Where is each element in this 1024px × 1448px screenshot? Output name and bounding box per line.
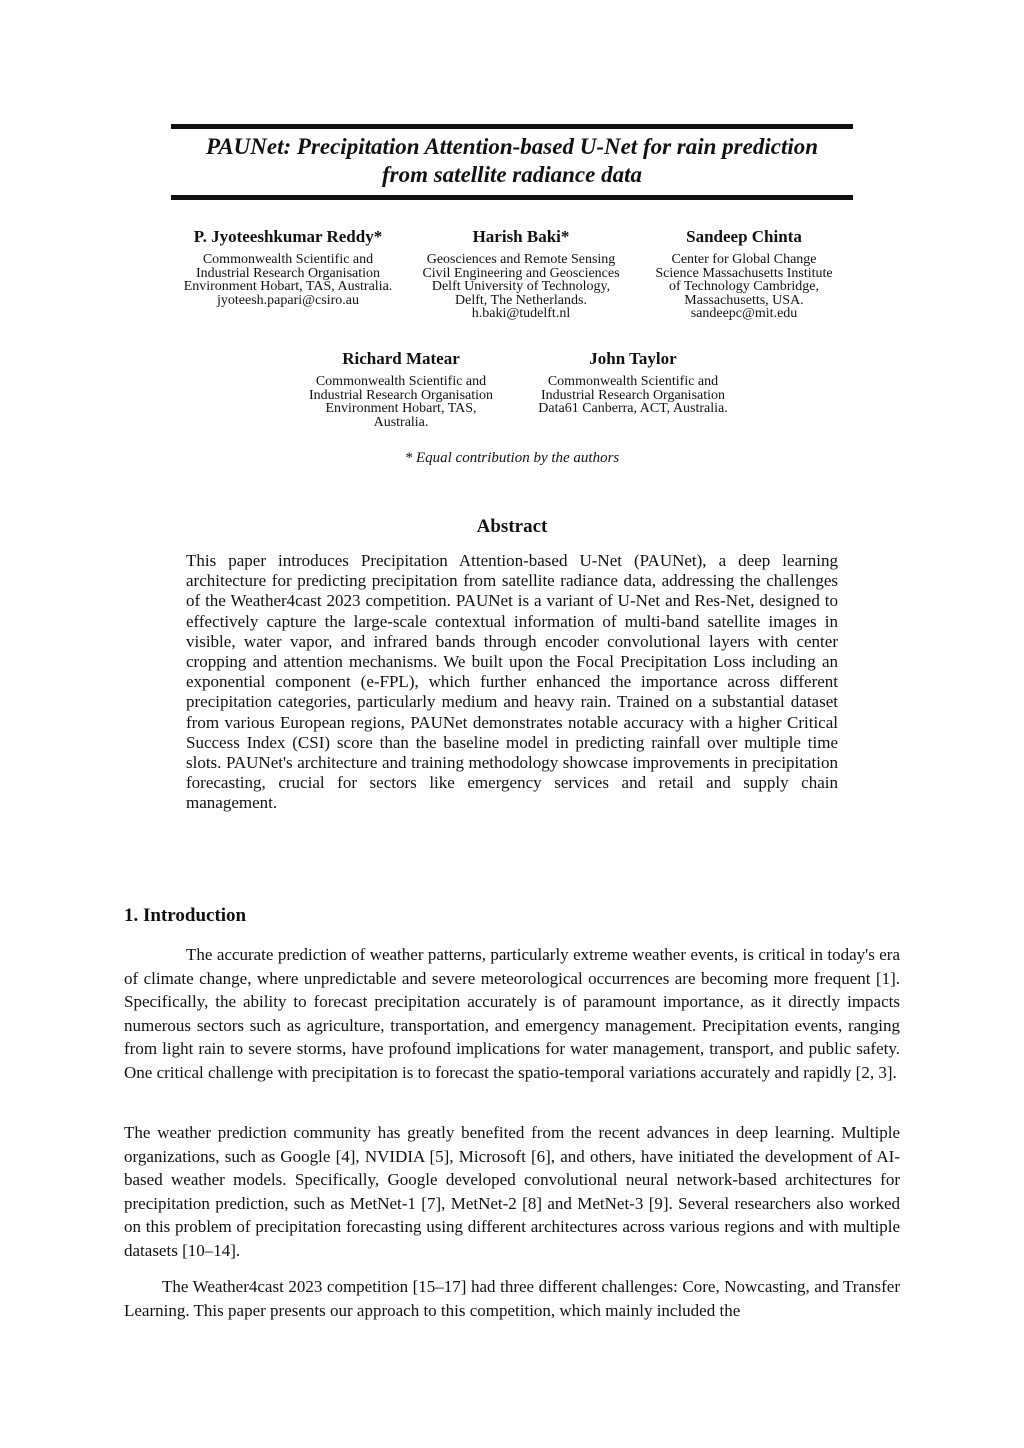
paragraph: The weather prediction community has greatly benefited from the recent advances in deep learning. Multiple organizations, such as Google [4], NVIDIA [5], Microsoft [6], and others, have initiated the development of AI-based weather models. Specifically, Google developed convolutional neural network-based architectures for precipitation prediction, such as MetNet-1 [7], MetNet-2 [8] and MetNet-3 [9]. Several researchers also worked on this problem of precipitation forecasting using different architectures across various regions and with multiple datasets [10–14]. — [124, 1123, 900, 1260]
author-name: P. Jyoteeshkumar Reddy* — [193, 227, 383, 246]
author-block-matear — [303, 350, 499, 429]
author-email: h.baki@tudelft.nl — [471, 306, 571, 321]
author-email: jyoteesh.papari@csiro.au — [217, 292, 359, 308]
author-block-chinta — [654, 228, 834, 321]
abstract-heading: Abstract — [476, 516, 548, 537]
author-name: Harish Baki* — [472, 227, 570, 246]
paragraph: The Weather4cast 2023 competition [15–17] had three different challenges: Core, Nowcasting, and Transfer Learning. This paper presents our approach to this competition, which mainly included the — [124, 1277, 900, 1320]
equal-contribution-note: * Equal contribution by the authors — [404, 450, 620, 466]
title-line-1: PAUNet: Precipitation Attention-based U-Net for rain prediction — [205, 134, 819, 159]
author-block-taylor — [533, 350, 733, 416]
author-affiliation: Geosciences and Remote Sensing Civil Engineering and Geosciences Delft University of Technology, Delft, The Netherlands. — [422, 252, 620, 308]
author-affiliation: Commonwealth Scientific and Industrial Research Organisation Environment Hobart, TAS, Australia. — [183, 252, 393, 294]
author-block-baki — [421, 228, 621, 321]
author-block-reddy — [183, 228, 393, 307]
author-email: sandeepc@mit.edu — [690, 306, 798, 321]
author-name: Sandeep Chinta — [686, 227, 802, 246]
paper-title — [171, 124, 853, 200]
author-name: John Taylor — [589, 349, 677, 368]
author-name: Richard Matear — [342, 349, 460, 368]
author-affiliation: Commonwealth Scientific and Industrial Research Organisation Environment Hobart, TAS, Australia. — [308, 374, 494, 430]
author-affiliation: Commonwealth Scientific and Industrial Research Organisation Data61 Canberra, ACT, Australia. — [538, 374, 728, 416]
author-affiliation: Center for Global Change Science Massachusetts Institute of Technology Cambridge, Massachusetts, USA. — [655, 252, 833, 308]
title-line-2: from satellite radiance data — [381, 162, 642, 187]
section-heading-introduction: 1. Introduction — [124, 905, 247, 926]
abstract-text: This paper introduces Precipitation Attention-based U-Net (PAUNet), a deep learning architecture for predicting precipitation from satellite radiance data, addressing the challenges of the Weather4cast 2023 competition. PAUNet is a variant of U-Net and Res-Net, designed to effectively capture the large-scale contextual information of multi-band satellite images in visible, water vapor, and infrared bands through encoder convolutional layers with center cropping and attention mechanisms. We built upon the Focal Precipitation Loss including an exponential component (e-FPL), which further enhanced the importance across different precipitation categories, particularly medium and heavy rain. Trained on a substantial dataset from various European regions, PAUNet demonstrates notable accuracy with a higher Critical Success Index (CSI) score than the baseline model in predicting rainfall over multiple time slots. PAUNet's architecture and training methodology showcase improvements in precipitation forecasting, crucial for sectors like emergency services and retail and supply chain management. — [186, 551, 838, 813]
paragraph: The accurate prediction of weather patterns, particularly extreme weather events, is critical in today's era of climate change, where unpredictable and severe meteorological occurrences are becoming more frequent [1]. Specifically, the ability to forecast precipitation accurately is of paramount importance, as it directly impacts numerous sectors such as agriculture, transportation, and emergency management. Precipitation events, ranging from light rain to severe storms, have profound implications for water management, transport, and public safety. One critical challenge with precipitation is to forecast the spatio-temporal variations accurately and rapidly [2, 3]. — [124, 945, 900, 1082]
